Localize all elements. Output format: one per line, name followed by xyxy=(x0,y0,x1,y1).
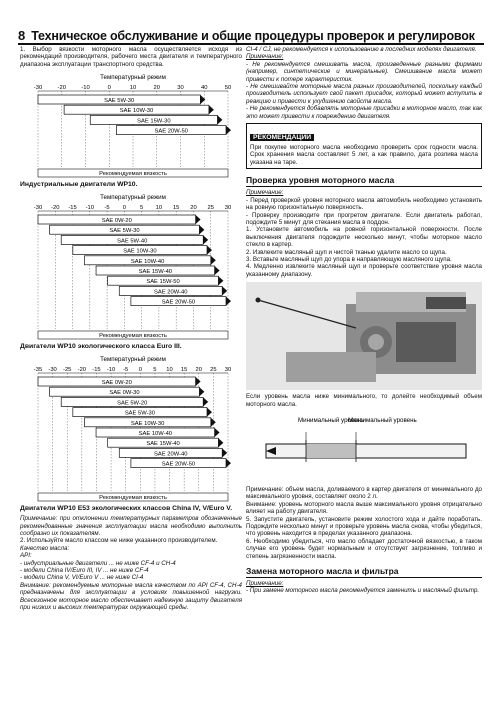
item-2: 2. Используйте масло классом не ниже указанного производителем. xyxy=(20,537,218,545)
viscosity-bar-arrow xyxy=(200,95,205,104)
oil-class-item: API: xyxy=(20,552,32,560)
note-item: - Не смешивайте моторные масла разных производителей, поскольку каждый производитель использует свой пакет присадок, который может вступить в реакцию и привести к ухудшению свойств масла. xyxy=(246,83,482,105)
oil-check-steps xyxy=(246,197,482,278)
oil-check-step: - Перед проверкой уровня моторного масла автомобиль необходимо установить на ровную горизонтальную поверхность. xyxy=(246,196,482,212)
tick-label: 40 xyxy=(201,85,208,92)
viscosity-bar-arrow xyxy=(196,377,201,386)
tick-label: 0 xyxy=(107,85,111,92)
tick-label: 10 xyxy=(166,367,173,374)
temperature-chart-industrial xyxy=(20,71,242,179)
temperature-range-chart xyxy=(20,191,242,341)
intro-paragraph: 1. Выбор вязкости моторного масла осуществляется исходя из рекомендаций производителя, рабочего места двигателя и температурного диапазона эксплуатации транспортного средства. xyxy=(20,46,242,68)
section-oil-change-text: - При замене моторного масла рекомендуется заменить и масляный фильтр. xyxy=(246,587,480,595)
viscosity-bar-arrow xyxy=(226,297,231,306)
page-number: 8 xyxy=(18,28,26,43)
diagram-label-max: Максимальный уровень xyxy=(348,416,417,424)
viscosity-bar-label: SAE 20W-50 xyxy=(161,461,196,468)
oil-check-step: 4. Медленно извлеките масляный щуп и проверьте соответствие уровня масла указанному диапазону. xyxy=(246,263,482,278)
tick-label: 0 xyxy=(138,367,142,374)
oil-class-item: - модели China V, VI/Euro V ... не ниже CI-4 xyxy=(20,574,144,582)
diagram-label-min: Минимальный уровень xyxy=(298,416,365,424)
viscosity-bar-label: SAE 15W-50 xyxy=(146,279,180,286)
viscosity-bar-arrow xyxy=(222,449,227,458)
viscosity-bar-arrow xyxy=(207,408,212,417)
viscosity-bar-arrow xyxy=(203,398,208,407)
tick-label: -30 xyxy=(33,85,43,92)
tick-label: -30 xyxy=(48,367,57,374)
chart-caption-industrial: Индустриальные двигатели WP10. xyxy=(20,181,138,189)
viscosity-bar-arrow xyxy=(217,116,222,125)
viscosity-bar-arrow xyxy=(215,428,220,437)
tick-label: 20 xyxy=(153,85,160,92)
recommendation-text: При покупке моторного масла необходимо проверить срок годности масла. Срок хранения масла составляет 5 лет, а как правило, дата розлива масла указана на таре. xyxy=(250,144,478,166)
chart-title: Температурный режим xyxy=(100,74,166,82)
tick-label: -5 xyxy=(104,205,110,212)
notes-list xyxy=(246,61,482,120)
page-title: Техническое обслуживание и общие процедуры проверок и регулировок xyxy=(31,29,475,43)
tick-label: -10 xyxy=(81,85,90,92)
viscosity-bar-arrow xyxy=(196,215,201,224)
tick-label: 0 xyxy=(122,205,126,212)
viscosity-bar-arrow xyxy=(222,287,227,296)
viscosity-bar-arrow xyxy=(207,246,212,255)
chart-footer: Рекомендуемая вязкость xyxy=(99,171,167,178)
section-oil-change-note: Примечание: xyxy=(246,580,284,588)
oil-class-item: - модели China IV/Euro III, IV ... не ниже CF-4 xyxy=(20,567,149,575)
chart-title: Температурный режим xyxy=(100,356,166,364)
tick-label: -15 xyxy=(68,205,77,212)
viscosity-bar-label: SAE 0W-30 xyxy=(109,390,140,397)
tick-label: -10 xyxy=(85,205,95,212)
viscosity-bar-arrow xyxy=(203,236,208,245)
viscosity-bar-label: SAE 15W-40 xyxy=(138,269,173,276)
viscosity-bar-label: SAE 15W-30 xyxy=(137,118,171,125)
tick-label: 15 xyxy=(180,367,188,374)
tick-label: 20 xyxy=(195,367,202,374)
oil-check-step: 1. Установите автомобиль на ровной горизонтальной поверхности. После выключения двигателя подождите несколько минут, чтобы моторное масло стекло в картер. xyxy=(246,226,482,249)
tick-label: 30 xyxy=(224,367,232,374)
note-paragraph: Примечание: при отклонении температурных параметров обозначенные рекомендованные значения эксплуатации масла необходимо выполнить сообразно их показателям. xyxy=(20,515,242,538)
after-diagram-item: 6. Необходимо убедиться, что масло обладает достаточной вязкостью, в таком случае его уровень будет нормальным и отсутствует загрязнение, топливо и степень загрязненности масла. xyxy=(246,537,482,560)
note-item: - Не рекомендуется добавлять моторные присадки в моторное масло, так как это может привести к повреждению двигателя. xyxy=(246,105,482,120)
viscosity-bar-label: SAE 10W-30 xyxy=(119,108,154,115)
engine-photo-illustration xyxy=(246,282,482,390)
left-column xyxy=(20,46,242,612)
oil-check-step: 2. Извлеките масляный щуп и чистой тканью удалите масло со щупа. xyxy=(246,248,447,256)
viscosity-bar-label: SAE 10W-30 xyxy=(123,248,157,255)
viscosity-bar-label: SAE 10W-40 xyxy=(130,259,165,266)
viscosity-bar-arrow xyxy=(199,225,204,234)
viscosity-bar-arrow xyxy=(211,256,216,265)
viscosity-bar-arrow xyxy=(215,266,220,275)
tick-label: -30 xyxy=(33,205,43,212)
viscosity-bar-label: SAE 10W-40 xyxy=(138,431,173,438)
recommendation-title: РЕКОМЕНДАЦИИ xyxy=(250,134,314,141)
tick-label: -10 xyxy=(106,367,116,374)
viscosity-bar-label: SAE 5W-20 xyxy=(117,400,148,407)
tick-label: -5 xyxy=(123,367,129,374)
viscosity-bar-label: SAE 20W-50 xyxy=(154,128,188,135)
viscosity-bar-label: SAE 5W-40 xyxy=(117,238,148,245)
after-diagram-item: 5. Запустите двигатель, установите режим холостого хода и дайте поработать. Подождите несколько минут и проверьте уровень масла снова, чтобы убедиться, что уровень находится в пределах указанного диапазона. xyxy=(246,515,482,538)
tick-label: 20 xyxy=(190,205,197,212)
temperature-range-chart xyxy=(20,71,242,179)
viscosity-bar-arrow xyxy=(218,438,223,447)
chart-footer: Рекомендуемая вязкость xyxy=(99,333,167,340)
viscosity-bar-label: SAE 15W-40 xyxy=(146,441,180,448)
viscosity-bar-label: SAE 0W-20 xyxy=(101,380,132,387)
oil-check-step: - Проверку производите при прогретом двигателе. Если двигатель работал, подождите 5 минут для стекания масла в поддон. xyxy=(246,211,482,226)
right-top-text: CI-4 / CJ, не рекомендуется к использованию в последних моделях двигателя. xyxy=(246,46,477,53)
dipstick-level-diagram xyxy=(246,412,482,482)
section-oil-check-title: Проверка уровня моторного масла xyxy=(246,175,482,187)
class-label: Качество масла: xyxy=(20,544,70,552)
viscosity-bar-label: SAE 0W-20 xyxy=(101,218,132,225)
temperature-chart-euro3 xyxy=(20,191,242,341)
tick-label: -20 xyxy=(77,367,87,374)
tick-label: 5 xyxy=(140,205,144,212)
viscosity-bar-arrow xyxy=(218,276,223,285)
tick-label: 25 xyxy=(207,205,214,212)
tick-label: 30 xyxy=(224,205,232,212)
tick-label: -15 xyxy=(92,367,101,374)
viscosity-bar-label: SAE 5W-30 xyxy=(104,98,135,105)
chart-caption-euro3: Двигатели WP10 экологического класса Euro III. xyxy=(20,343,182,351)
section-oil-change-title: Замена моторного масла и фильтра xyxy=(246,566,482,578)
temperature-chart-euro5 xyxy=(20,353,242,503)
after-diagram-item: Примечание: объем масла, доливаемого в картер двигателя от минимального до максимального уровня, составляет около 2 л. xyxy=(246,485,482,501)
viscosity-bar-label: SAE 10W-30 xyxy=(130,421,165,428)
viscosity-bar-label: SAE 5W-30 xyxy=(124,410,156,417)
tick-label: -25 xyxy=(63,367,72,374)
viscosity-bar-label: SAE 20W-50 xyxy=(161,299,196,306)
right-column xyxy=(246,46,482,595)
after-diagram-item: Внимание: уровень моторного масла выше максимального уровня отрицательно влияет на работу двигателя. xyxy=(246,500,482,516)
dipstick-diagram xyxy=(246,412,482,482)
viscosity-bar-label: SAE 5W-30 xyxy=(109,228,140,235)
note-label: Примечание: xyxy=(246,53,284,61)
tick-label: 15 xyxy=(172,205,180,212)
tick-label: 5 xyxy=(153,367,157,374)
engine-dipstick-photo xyxy=(246,282,482,390)
tick-label: 10 xyxy=(129,85,137,92)
tick-label: 10 xyxy=(155,205,163,212)
tick-label: -20 xyxy=(51,205,60,212)
recommendation-box xyxy=(246,123,482,169)
oil-class-item: - индустриальные двигатели ... не ниже CF-4 и CH-4 xyxy=(20,559,176,567)
tick-label: 30 xyxy=(177,85,184,92)
chart-title: Температурный режим xyxy=(100,194,166,202)
viscosity-bar-arrow xyxy=(226,459,231,468)
photo-caption: Если уровень масла ниже минимального, то долейте необходимый объем моторного масла. xyxy=(246,393,482,408)
viscosity-bar-arrow xyxy=(209,105,214,114)
oil-class-list xyxy=(20,552,242,582)
tick-label: 50 xyxy=(224,85,232,92)
warning-paragraph: Внимание: рекомендуемые моторные масла качеством по API CF-4, CH-4 предназначены для эксплуатации в условиях повышенной нагрузки. Всесезонное моторное масло обеспечивает надежную защиту двигателя при низких и высоких температурах окружающей среды. xyxy=(20,581,242,612)
oil-check-step: 3. Вставьте масляный щуп до упора в направляющую масляного щупа. xyxy=(246,255,452,263)
temperature-range-chart xyxy=(20,353,242,503)
viscosity-bar-arrow xyxy=(226,126,231,135)
chart-footer: Рекомендуемая вязкость xyxy=(99,495,167,502)
tick-label: -20 xyxy=(57,85,66,92)
note-item: - Не рекомендуется смешивать масла, произведенные разными фирмами (например, синтетические и минеральные). Смешивание масла может привести к потере характеристик. xyxy=(246,60,482,83)
page-header xyxy=(18,27,484,45)
tick-label: 25 xyxy=(210,367,217,374)
viscosity-bar-label: SAE 20W-40 xyxy=(154,289,188,296)
viscosity-bar-label: SAE 20W-40 xyxy=(154,451,188,458)
chart-caption-euro5: Двигатели WP10 E53 экологических классов China IV, V/Euro V. xyxy=(20,505,233,513)
after-diagram-text xyxy=(246,486,482,560)
tick-label: -35 xyxy=(33,367,43,374)
viscosity-bar-arrow xyxy=(199,387,204,396)
section-oil-check-note: Примечание: xyxy=(246,189,284,197)
